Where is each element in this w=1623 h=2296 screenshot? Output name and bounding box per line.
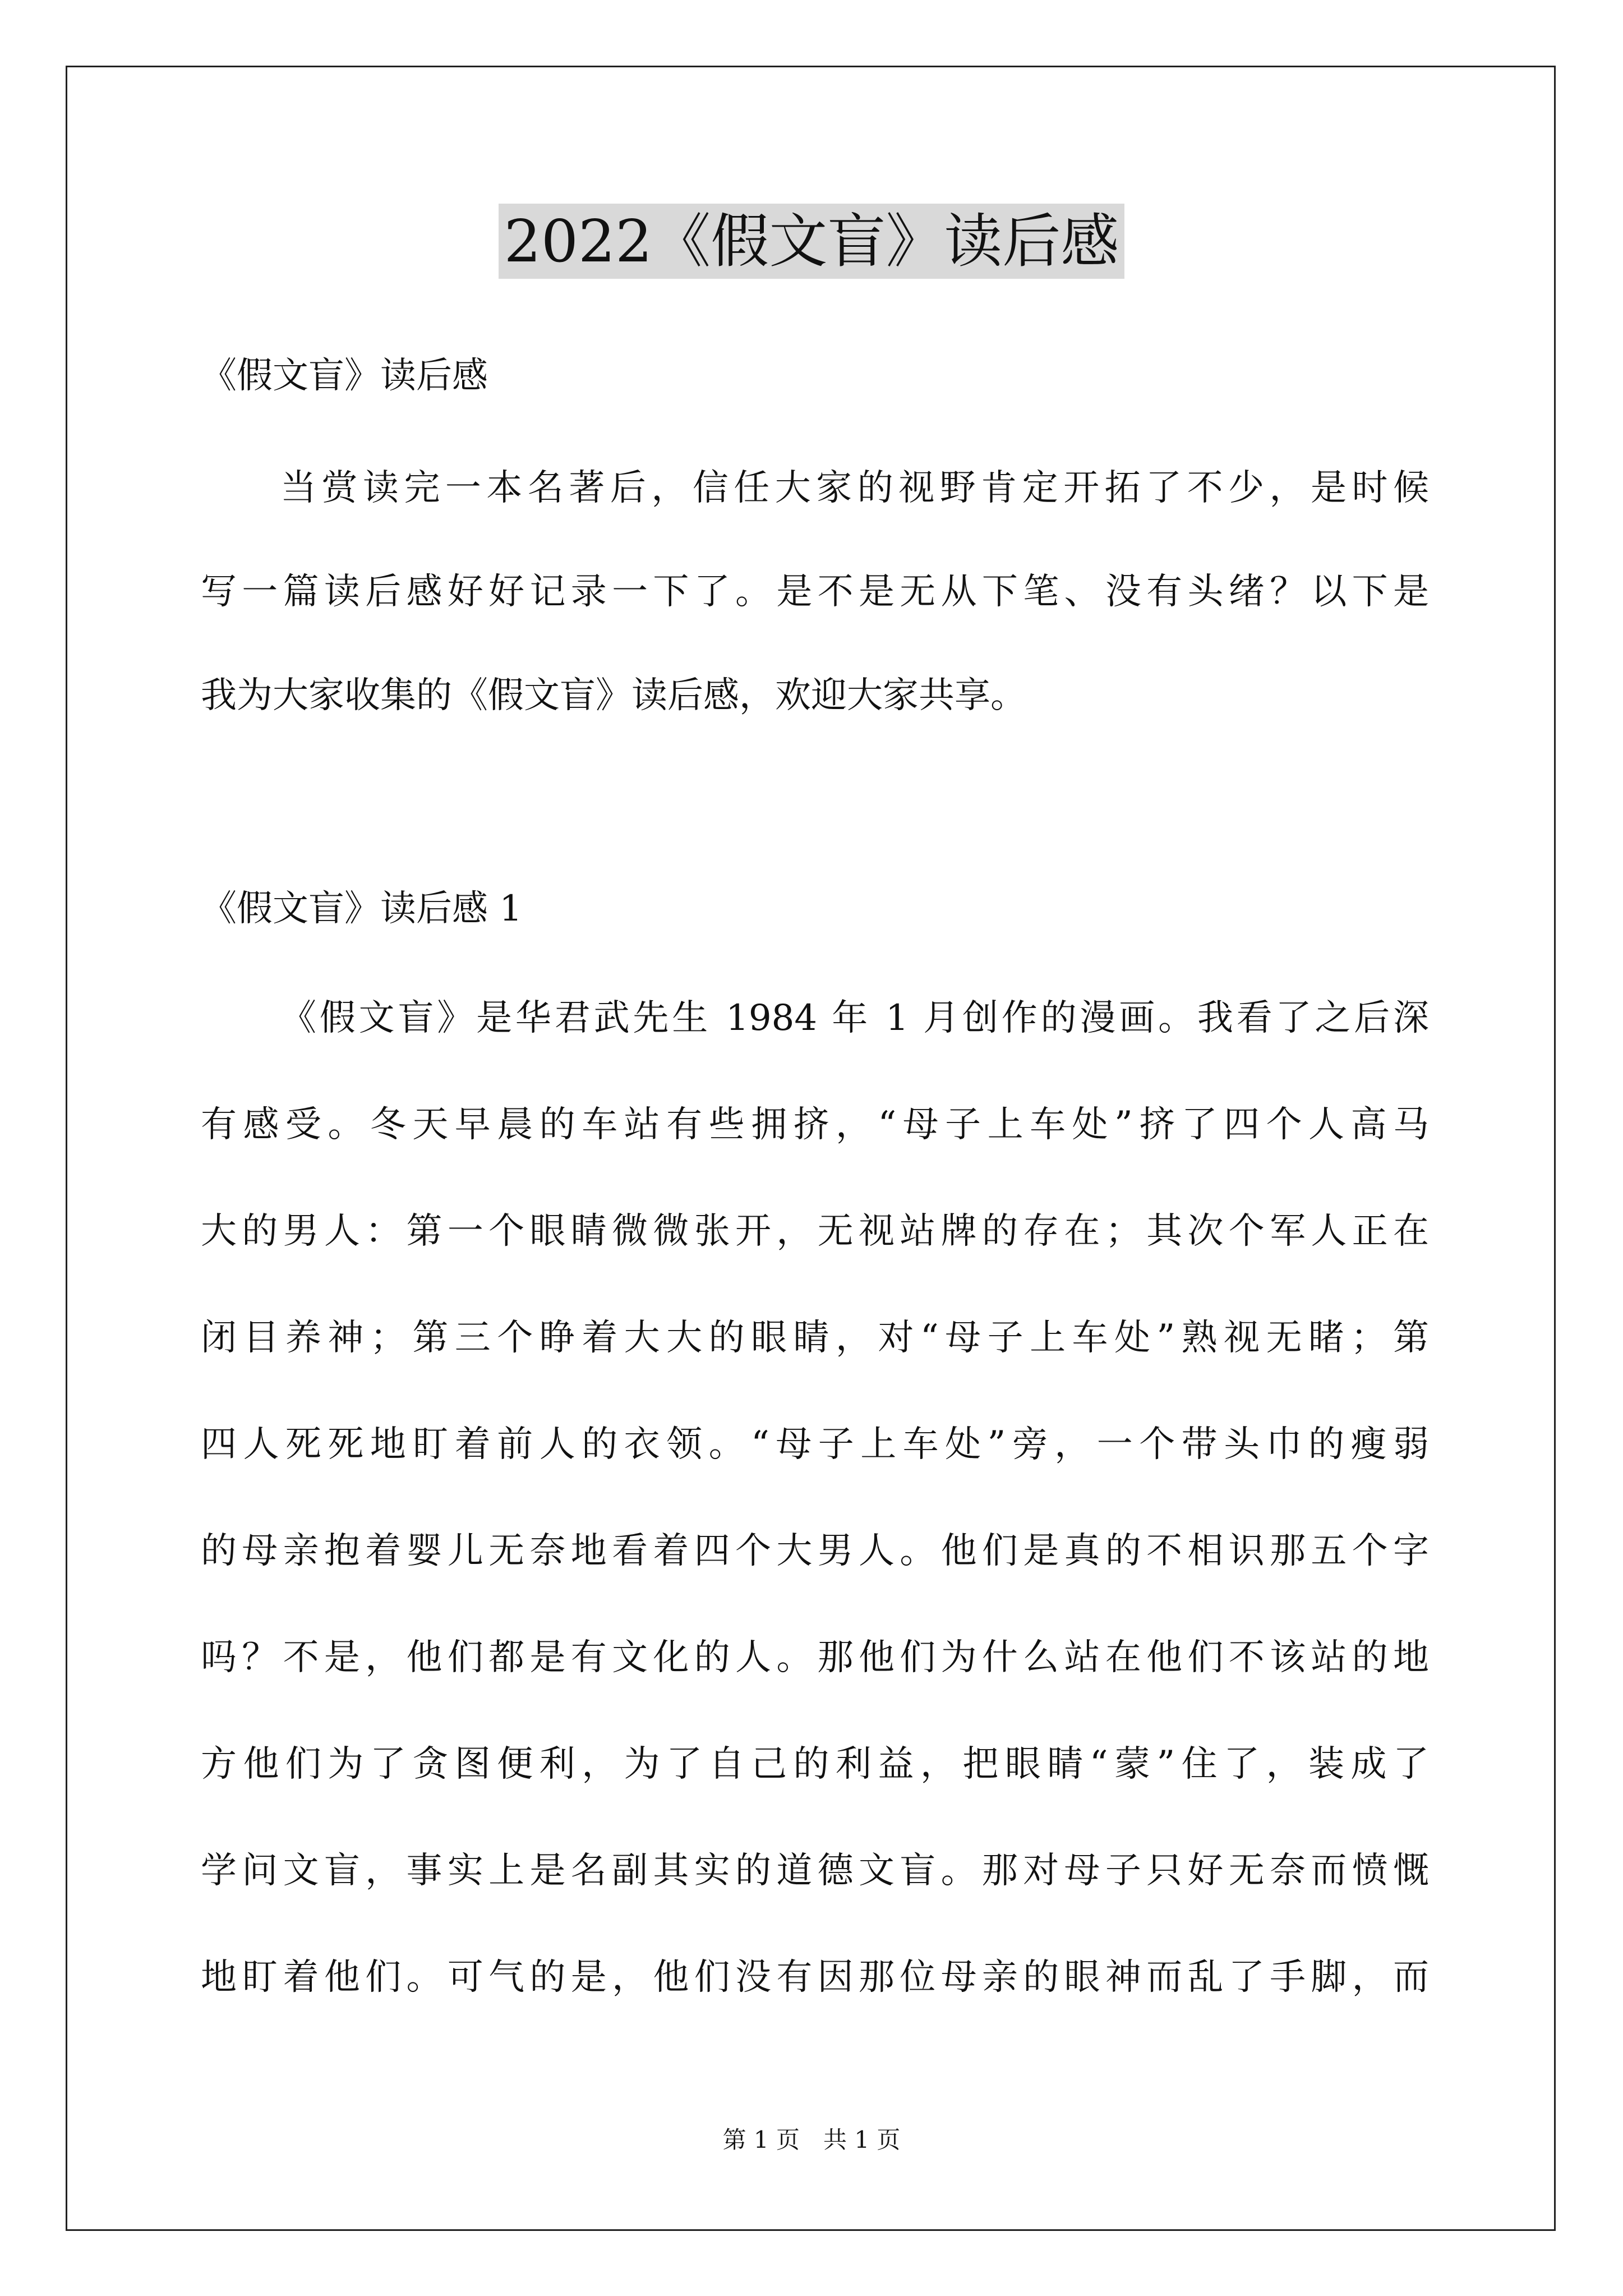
- title-text: 2022《假文盲》读后感: [499, 204, 1125, 279]
- paragraph-line: 学问文盲，事实上是名副其实的道德文盲。那对母子只好无奈而愤慨: [201, 1850, 1429, 1892]
- paragraph-line: 《假文盲》是华君武先生 1984 年 1 月创作的漫画。我看了之后深: [280, 997, 1429, 1039]
- paragraph-line: 四人死死地盯着前人的衣领。“母子上车处”旁，一个带头巾的瘦弱: [201, 1424, 1429, 1465]
- paragraph-line: 方他们为了贪图便利，为了自己的利益，把眼睛“蒙”住了，装成了: [201, 1743, 1429, 1785]
- paragraph-line: 大的男人：第一个眼睛微微张开，无视站牌的存在；其次个军人正在: [201, 1211, 1429, 1252]
- paragraph-line: 地盯着他们。可气的是，他们没有因那位母亲的眼神而乱了手脚，而: [201, 1957, 1429, 1998]
- paragraph-line: 有感受。冬天早晨的车站有些拥挤，“母子上车处”挤了四个人高马: [201, 1104, 1429, 1145]
- section-heading: 《假文盲》读后感 1: [201, 888, 523, 930]
- page-footer: 第 1 页 共 1 页: [722, 2126, 901, 2154]
- paragraph-line: 闭目养神；第三个睁着大大的眼睛，对“母子上车处”熟视无睹；第: [201, 1317, 1429, 1359]
- paragraph-line: 写一篇读后感好好记录一下了。是不是无从下笔、没有头绪？以下是: [201, 571, 1429, 613]
- section-heading: 《假文盲》读后感: [201, 355, 488, 397]
- paragraph-line: 吗？不是，他们都是有文化的人。那他们为什么站在他们不该站的地: [201, 1637, 1429, 1678]
- document-title: [0, 196, 1623, 286]
- paragraph-line: 当赏读完一本名著后，信任大家的视野肯定开拓了不少，是时候: [280, 467, 1429, 509]
- paragraph-line: 我为大家收集的《假文盲》读后感，欢迎大家共享。: [201, 675, 1026, 716]
- paragraph-line: 的母亲抱着婴儿无奈地看着四个大男人。他们是真的不相识那五个字: [201, 1530, 1429, 1572]
